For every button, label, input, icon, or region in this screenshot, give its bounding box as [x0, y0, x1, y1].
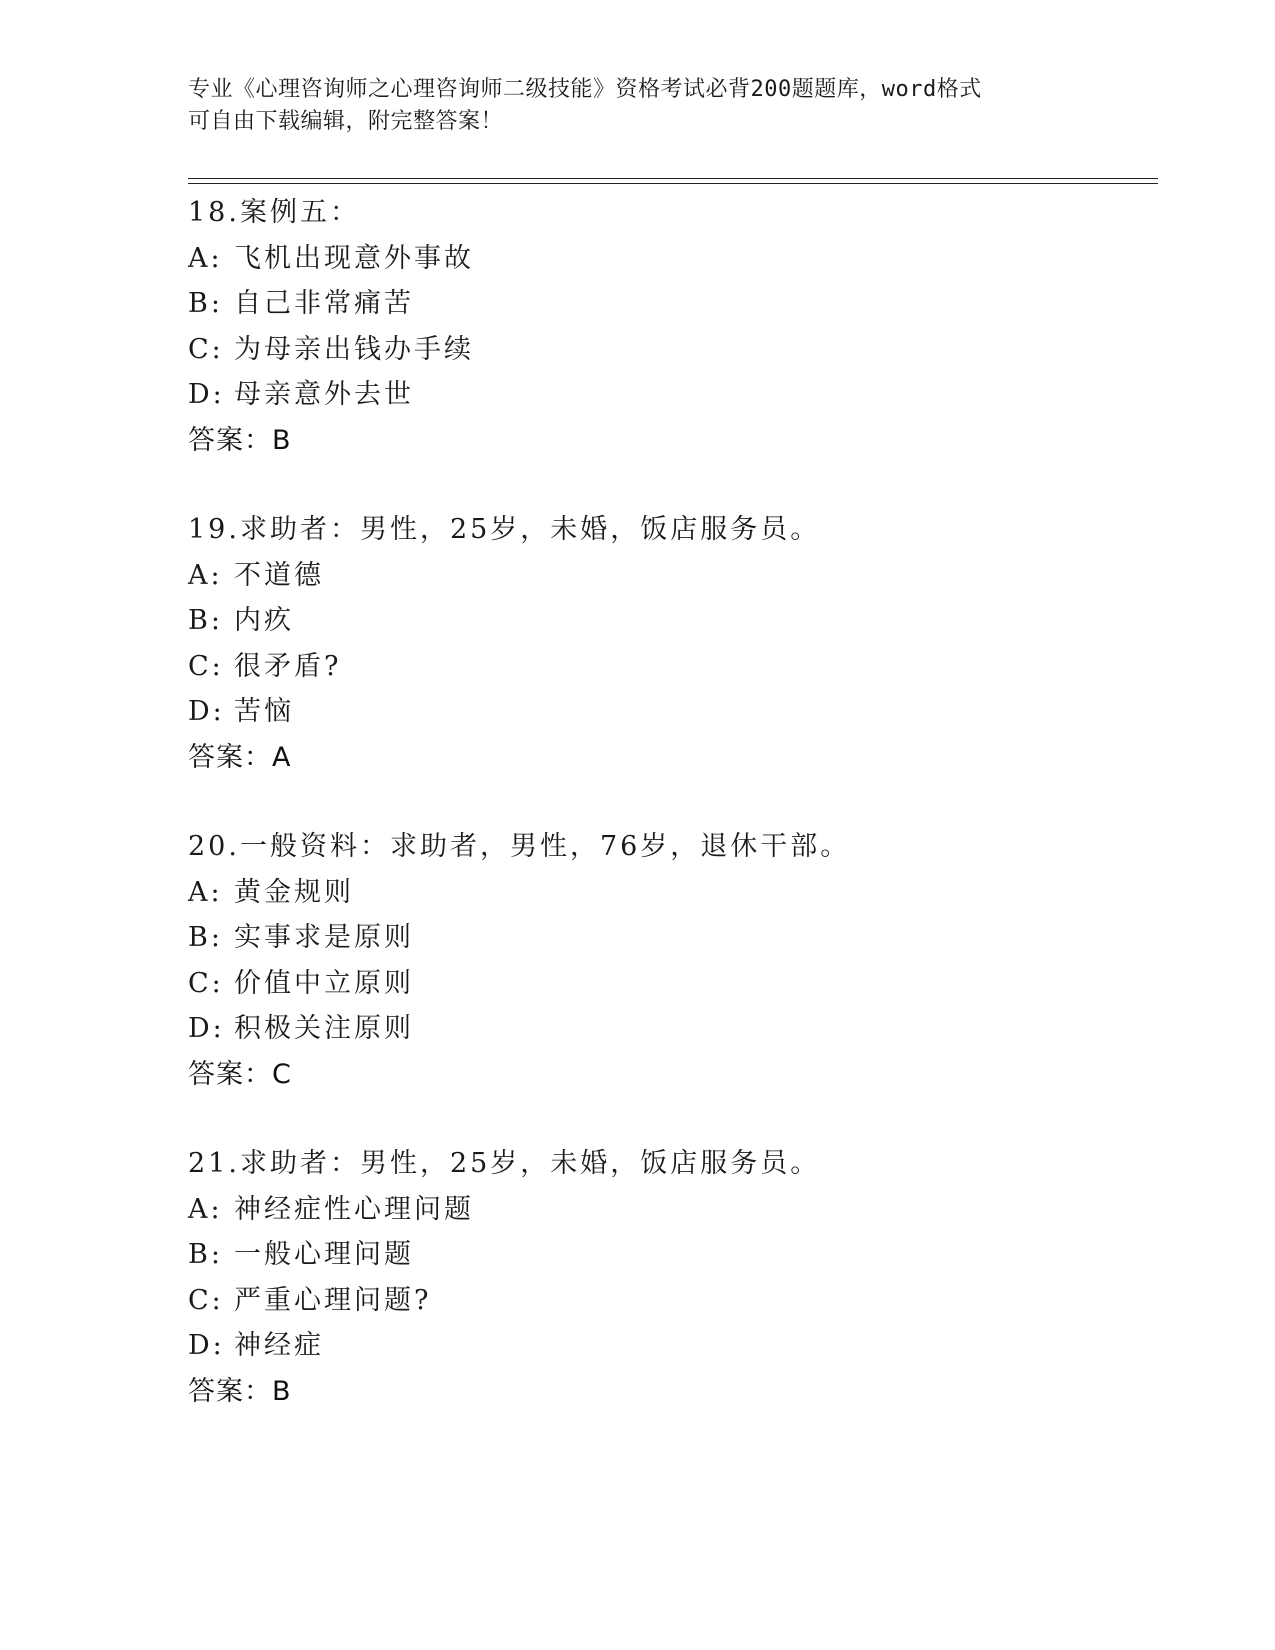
answer-line: 答案：C: [188, 1058, 292, 1090]
option-a: [188, 870, 1168, 916]
question-list: [188, 190, 1168, 1458]
option-b: [188, 1232, 1168, 1278]
option-text: 实事求是原则: [234, 922, 414, 953]
option-d: [188, 372, 1168, 418]
option-label: A:: [188, 559, 223, 591]
option-text: 严重心理问题?: [234, 1284, 432, 1316]
option-c: [188, 644, 1168, 690]
question-stem: 18.案例五：: [188, 197, 360, 228]
option-a: [188, 1187, 1168, 1233]
header-divider-top: [188, 178, 1158, 179]
option-text: 神经症性心理问题: [234, 1193, 474, 1225]
header-title-line-2: 可自由下载编辑，附完整答案！: [188, 109, 504, 134]
option-text: 内疚: [234, 605, 294, 636]
option-b: [188, 598, 1168, 644]
question-stem: 21.求助者：男性，25岁，未婚，饭店服务员。: [188, 1148, 821, 1179]
option-text: 飞机出现意外事故: [234, 242, 474, 274]
option-label: C:: [188, 650, 224, 682]
document-header: [188, 74, 1088, 138]
option-label: A:: [188, 1193, 223, 1225]
header-title-line-1: 专业《心理咨询师之心理咨询师二级技能》资格考试必背200题题库，word格式: [188, 77, 982, 102]
question-stem: 20.一般资料：求助者，男性，76岁，退休干部。: [188, 831, 851, 862]
option-label: D:: [188, 1013, 225, 1044]
option-text: 黄金规则: [234, 876, 354, 908]
option-label: C:: [188, 333, 224, 365]
option-c: [188, 327, 1168, 373]
option-text: 一般心理问题: [234, 1239, 414, 1270]
option-text: 很矛盾?: [234, 650, 342, 682]
question-18: [188, 190, 1168, 463]
option-text: 母亲意外去世: [234, 379, 414, 410]
option-label: B:: [188, 1239, 223, 1270]
option-b: [188, 915, 1168, 961]
answer-line: 答案：B: [188, 424, 292, 456]
option-text: 不道德: [234, 559, 324, 591]
option-label: A:: [188, 242, 223, 274]
option-text: 神经症: [234, 1330, 324, 1361]
question-19: [188, 507, 1168, 780]
option-a: [188, 553, 1168, 599]
option-label: C:: [188, 967, 224, 999]
header-divider-bottom: [188, 183, 1158, 184]
option-label: B:: [188, 605, 223, 636]
option-a: [188, 236, 1168, 282]
option-d: [188, 689, 1168, 735]
option-text: 积极关注原则: [234, 1013, 414, 1044]
option-label: D:: [188, 696, 225, 727]
option-label: A:: [188, 876, 223, 908]
option-label: C:: [188, 1284, 224, 1316]
option-label: B:: [188, 288, 223, 319]
option-d: [188, 1006, 1168, 1052]
option-text: 价值中立原则: [234, 967, 414, 999]
option-label: D:: [188, 1330, 225, 1361]
answer-line: 答案：B: [188, 1375, 292, 1407]
option-text: 苦恼: [234, 696, 294, 727]
option-label: B:: [188, 922, 223, 953]
answer-line: 答案：A: [188, 741, 292, 773]
question-21: [188, 1141, 1168, 1414]
option-label: D:: [188, 379, 225, 410]
option-d: [188, 1323, 1168, 1369]
option-c: [188, 1278, 1168, 1324]
option-text: 自己非常痛苦: [234, 288, 414, 319]
question-20: [188, 824, 1168, 1097]
option-text: 为母亲出钱办手续: [234, 333, 474, 365]
option-b: [188, 281, 1168, 327]
question-stem: 19.求助者：男性，25岁，未婚，饭店服务员。: [188, 514, 821, 545]
option-c: [188, 961, 1168, 1007]
